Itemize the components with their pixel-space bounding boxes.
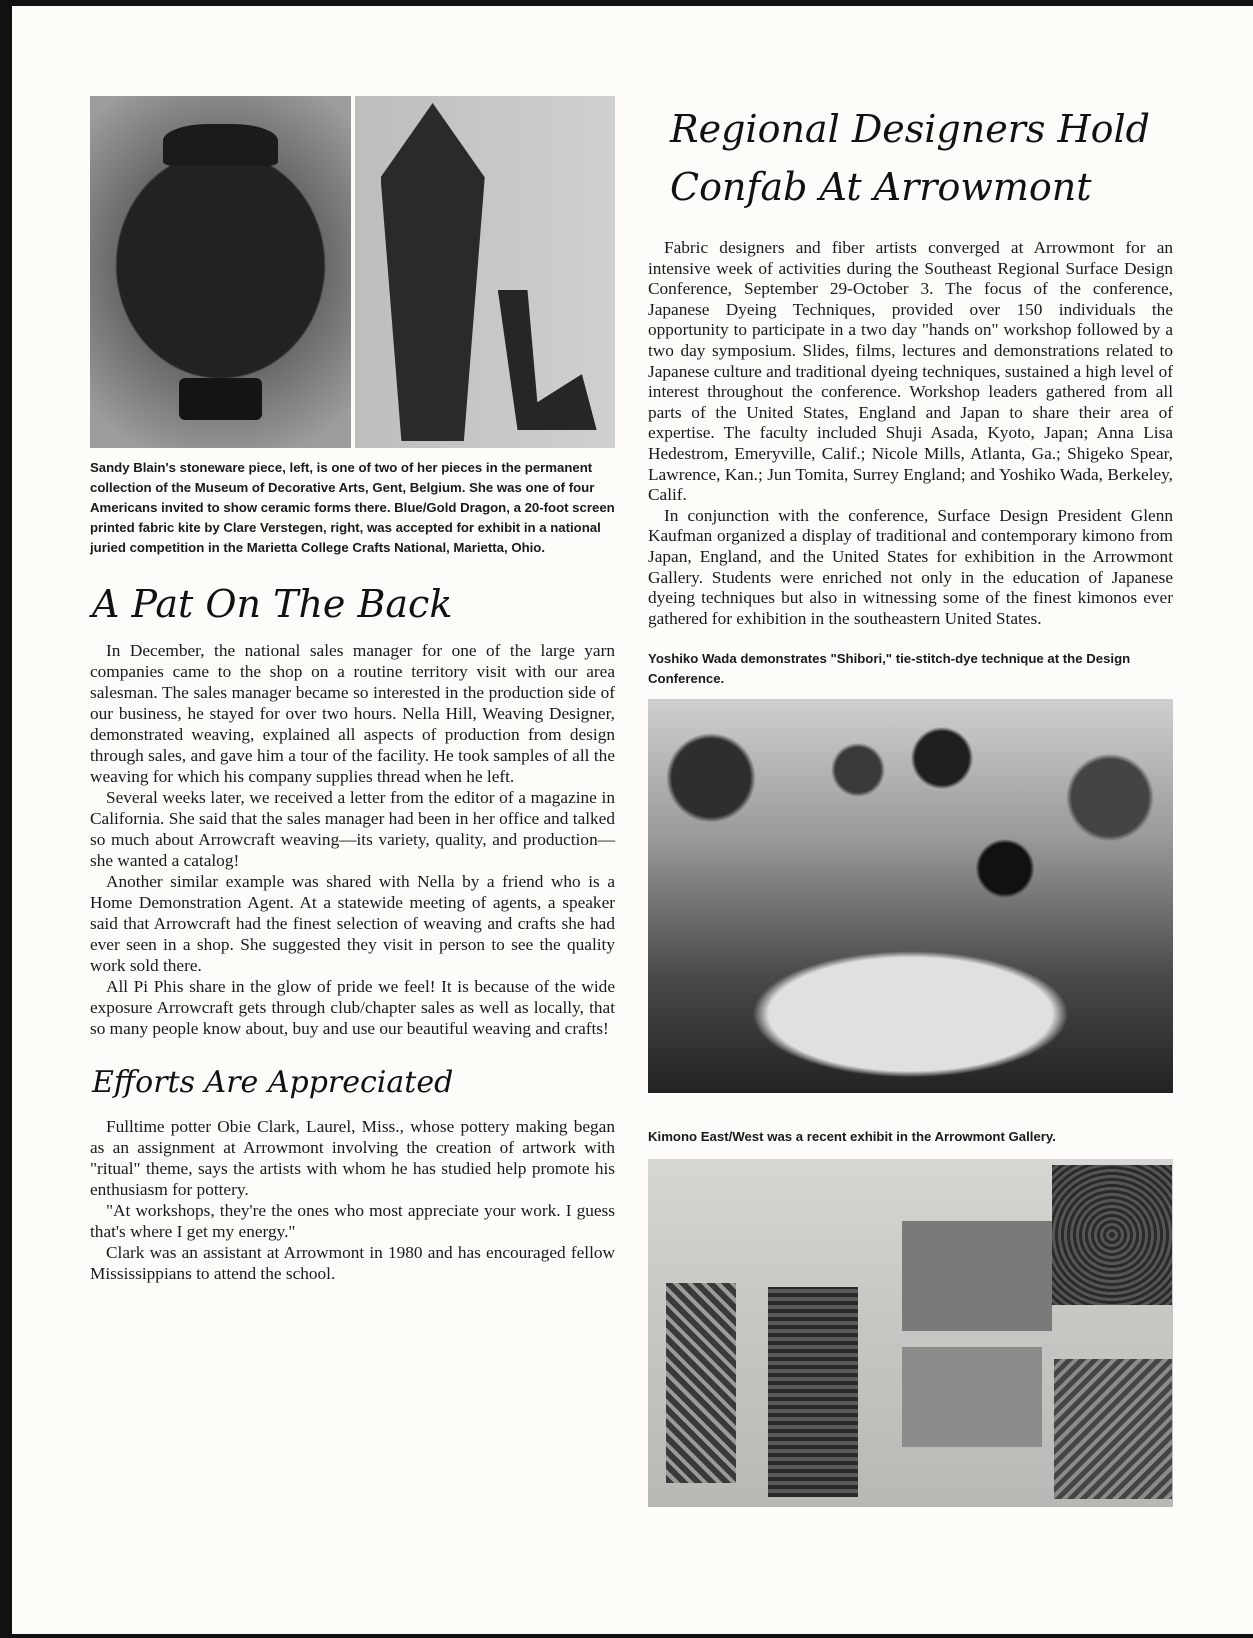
efforts-paragraph: Clark was an assistant at Arrowmont in 1980 and has encouraged fellow Mississippians to attend the school. [90, 1243, 615, 1283]
photo-pair [90, 96, 615, 448]
pat-paragraph: Several weeks later, we received a letter from the editor of a magazine in California. She said that the sales manager had been in her office and talked so much about Arrowcraft weaving—its variety, quality, and production—she wanted a catalog! [90, 788, 615, 870]
kimono-garment [666, 1283, 736, 1483]
kimono-caption: Kimono East/West was a recent exhibit in the Arrowmont Gallery. [648, 1129, 1056, 1145]
pat-paragraph: All Pi Phis share in the glow of pride we feel! It is because of the wide exposure Arrowcraft gets through club/chapter sales as well as locally, that so many people know about, buy and use our beautiful weaving and crafts! [90, 977, 615, 1038]
regional-paragraph: In conjunction with the conference, Surface Design President Glenn Kaufman organized a display of traditional and contemporary kimono from Japan, England, and the United States for exhibition in the Arrowmont Gallery. Students were enriched not only in the education of Japanese dyeing techniques but also in witnessing some of the finest kimonos ever gathered for exhibition in the southeastern United States. [648, 505, 1173, 628]
kimono-garment [902, 1347, 1042, 1447]
regional-paragraph: Fabric designers and fiber artists converged at Arrowmont for an intensive week of activities during the Southeast Regional Surface Design Conference, September 29-October 3. The focus of the conference, Japanese Dyeing Techniques, provided over 150 individuals the opportunity to participate in a two day "hands on" workshop followed by a two day symposium. Slides, films, lectures and demonstrations related to Japanese culture and traditional dyeing techniques, sustained a high level of interest throughout the conference. Workshop leaders gathered from all parts of the United States, England and Japan to share their area of expertise. The faculty included Shuji Asada, Kyoto, Japan; Anna Lisa Hedestrom, Emeryville, Calif.; Nicole Mills, Atlanta, Ga.; Shigeko Spear, Lawrence, Kan.; Jun Tomita, Surrey England; and Yoshiko Wada, Berkeley, Calif. [648, 238, 1173, 505]
kimono-garment [768, 1287, 858, 1497]
right-column [648, 100, 1173, 1507]
efforts-paragraph: "At workshops, they're the ones who most appreciate your work. I guess that's where I get my energy." [90, 1201, 615, 1241]
efforts-heading: Efforts Are Appreciated [92, 1065, 454, 1100]
kimono-garment [1052, 1165, 1172, 1305]
heading-line-2: Confab At Arrowmont [670, 165, 1092, 209]
kimono-garment [1054, 1359, 1172, 1499]
pat-paragraph: In December, the national sales manager for one of the large yarn companies came to the shop on a routine territory visit with our area salesman. The sales manager became so interested in the production side of our business, he stayed for over two hours. Nella Hill, Weaving Designer, demonstrated weaving, explained all aspects of production from design through sales, and gave him a tour of the facility. He took samples of all the weaving for which his company supplies thread when he left. [90, 641, 615, 786]
kimono-garment [902, 1221, 1052, 1331]
heading-line-1: Regional Designers Hold [670, 107, 1150, 151]
dragon-kite-photo [355, 96, 616, 448]
pat-on-back-heading: A Pat On The Back [92, 582, 453, 626]
photo-caption: Sandy Blain's stoneware piece, left, is one of two of her pieces in the permanent collection of the Museum of Decorative Arts, Gent, Belgium. She was one of four Americans invited to show ceramic forms there. Blue/Gold Dragon, a 20-foot screen printed fabric kite by Clare Verstegen, right, was accepted for exhibit in a national juried competition in the Marietta College Crafts National, Marietta, Ohio. [90, 460, 615, 555]
efforts-paragraph: Fulltime potter Obie Clark, Laurel, Miss., whose pottery making began as an assignment at Arrowmont involving the creation of artwork with "ritual" theme, says the artists with whom he has studied help promote his enthusiasm for pottery. [90, 1117, 615, 1199]
kimono-exhibit-photo [648, 1159, 1173, 1507]
workshop-caption: Yoshiko Wada demonstrates "Shibori," tie-stitch-dye technique at the Design Conference. [648, 651, 1131, 687]
regional-designers-heading [670, 100, 1173, 216]
stoneware-vase-photo [90, 96, 351, 448]
pat-paragraph: Another similar example was shared with Nella by a friend who is a Home Demonstration Agent. At a statewide meeting of agents, a speaker said that Arrowcraft had the finest selection of weaving and crafts she had ever seen in a shop. She suggested they visit in person to see the quality work sold there. [90, 872, 615, 975]
left-column [90, 96, 615, 1284]
workshop-photo [648, 699, 1173, 1093]
